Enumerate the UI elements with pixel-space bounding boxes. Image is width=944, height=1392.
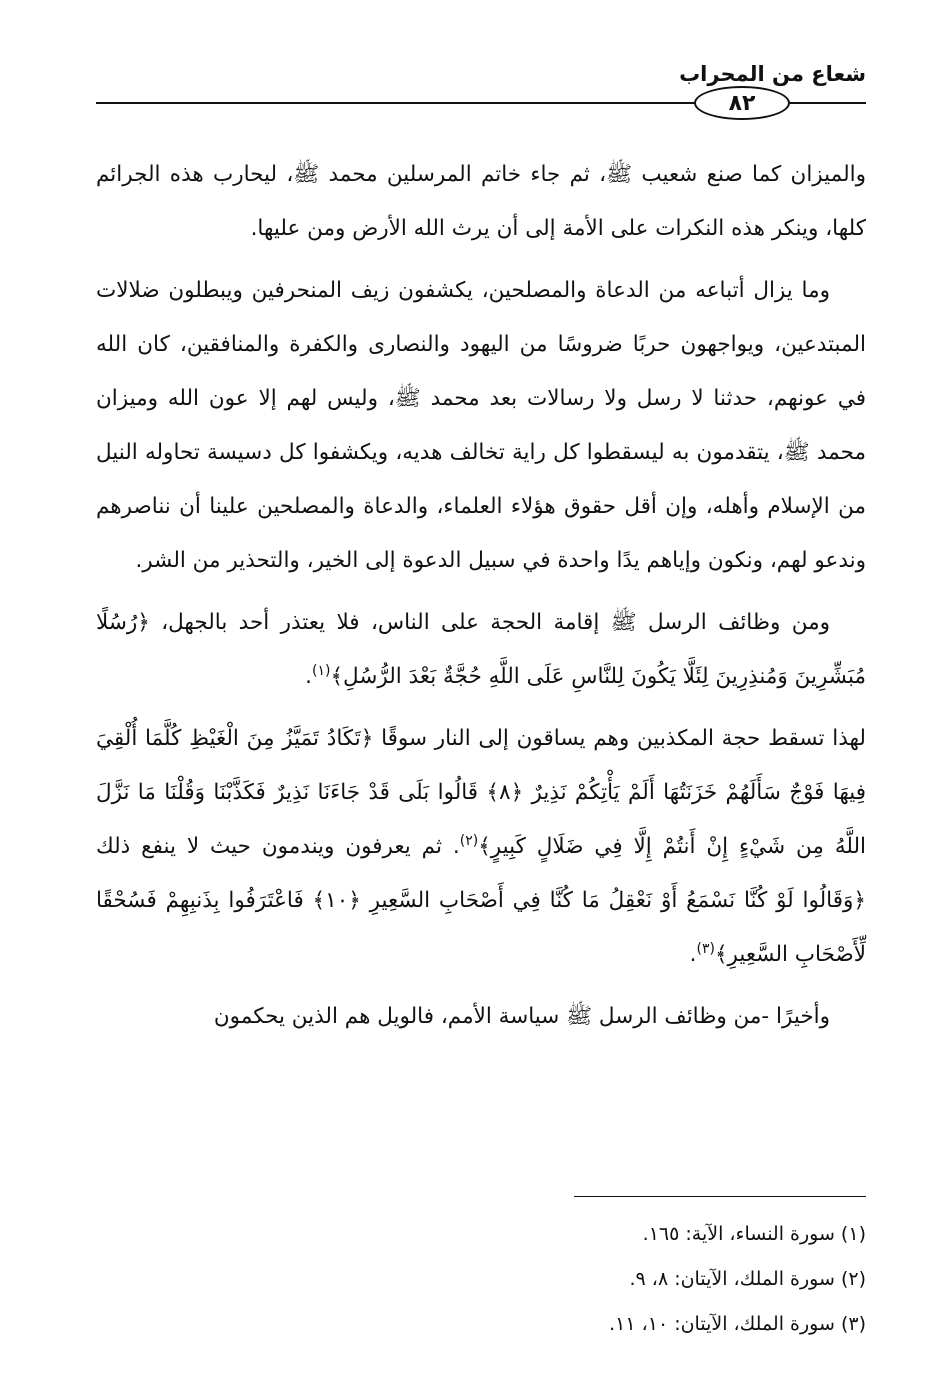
- footnote-3: (٣) سورة الملك، الآيتان: ١٠، ١١.: [609, 1313, 866, 1335]
- paragraph-5: وأخيرًا -من وظائف الرسل ﷺ سياسة الأمم، فالويل هم الذين يحكمون: [213, 1004, 830, 1029]
- quran-verse-mulk-8-9: ﴿تَكَادُ تَمَيَّزُ مِنَ الْغَيْظِ كُلَّمَا أُلْقِيَ فِيهَا فَوْجٌ سَأَلَهُمْ خَزَنَتُهَا أَلَمْ يَأْتِكُمْ نَذِيرٌ ﴿٨﴾ قَالُوا بَلَى قَدْ جَاءَنَا نَذِيرٌ فَكَذَّبْنَا وَقُلْنَا مَا نَزَّلَ اللَّهُ مِن شَيْءٍ إِنْ أَنتُمْ إِلَّا فِي ضَلَالٍ كَبِيرٍ﴾: [96, 726, 867, 859]
- footnote-ref-3: (٣): [696, 940, 715, 957]
- quran-verse-nisa: ﴿رُسُلًا مُبَشِّرِينَ وَمُنذِرِينَ لِئَلَّا يَكُونَ لِلنَّاسِ عَلَى اللَّهِ حُجَّةٌ بَعْدَ الرُّسُلِ﴾: [96, 610, 866, 689]
- paragraph-1: والميزان كما صنع شعيب ﷺ، ثم جاء خاتم المرسلين محمد ﷺ، ليحارب هذه الجرائم كلها، وينكر هذه النكرات على الأمة إلى أن يرث الله الأرض ومن عليها.: [96, 162, 866, 241]
- body-text: [96, 148, 866, 1052]
- quran-verse-mulk-10-11: ﴿وَقَالُوا لَوْ كُنَّا نَسْمَعُ أَوْ نَعْقِلُ مَا كُنَّا فِي أَصْحَابِ السَّعِيرِ ﴿١٠﴾ فَاعْتَرَفُوا بِذَنبِهِمْ فَسُحْقًا لِّأَصْحَابِ السَّعِيرِ﴾: [96, 888, 866, 967]
- footnote-2: (٢) سورة الملك، الآيتان: ٨، ٩.: [629, 1268, 866, 1290]
- paragraph-3-lead: ومن وظائف الرسل ﷺ إقامة الحجة على الناس، فلا يعتذر أحد بالجهل،: [161, 610, 830, 635]
- footnote-rule: [574, 1196, 866, 1197]
- paragraph-4-lead: لهذا تسقط حجة المكذبين وهم يساقون إلى النار سوقًا: [381, 726, 866, 751]
- footnote-ref-1: (١): [311, 662, 331, 679]
- footnote-ref-2: (٢): [459, 832, 479, 849]
- paragraph-4: [96, 712, 866, 982]
- paragraph-3: [96, 596, 866, 704]
- paragraph-4-tail: .: [689, 942, 697, 967]
- page-number: ٨٢: [694, 86, 790, 120]
- paragraph-2: وما يزال أتباعه من الدعاة والمصلحين، يكشفون زيف المنحرفين ويبطلون ضلالات المبتدعين، ويواجهون حربًا ضروسًا من اليهود والنصارى والكفرة والمنافقين، كان الله في عونهم، حدثنا لا رسل ولا رسالات بعد محمد ﷺ، وليس لهم إلا عون الله وميزان محمد ﷺ، يتقدمون به ليسقطوا كل راية تخالف هديه، ويكشفوا كل دسيسة تحاوله النيل من الإسلام وأهله، وإن أقل حقوق هؤلاء العلماء، والدعاة والمصلحين علينا أن نناصرهم وندعو لهم، ونكون وإياهم يدًا واحدة في سبيل الدعوة إلى الخير، والتحذير من الشر.: [96, 278, 866, 573]
- paragraph-3-tail: .: [305, 664, 312, 689]
- running-header-title: شعاع من المحراب: [679, 62, 866, 86]
- footnotes: [300, 1212, 866, 1347]
- footnote-1: (١) سورة النساء، الآية: ١٦٥.: [642, 1223, 866, 1245]
- paragraph-4-middle: . ثم يعرفون ويندمون حيث لا ينفع ذلك: [96, 834, 460, 859]
